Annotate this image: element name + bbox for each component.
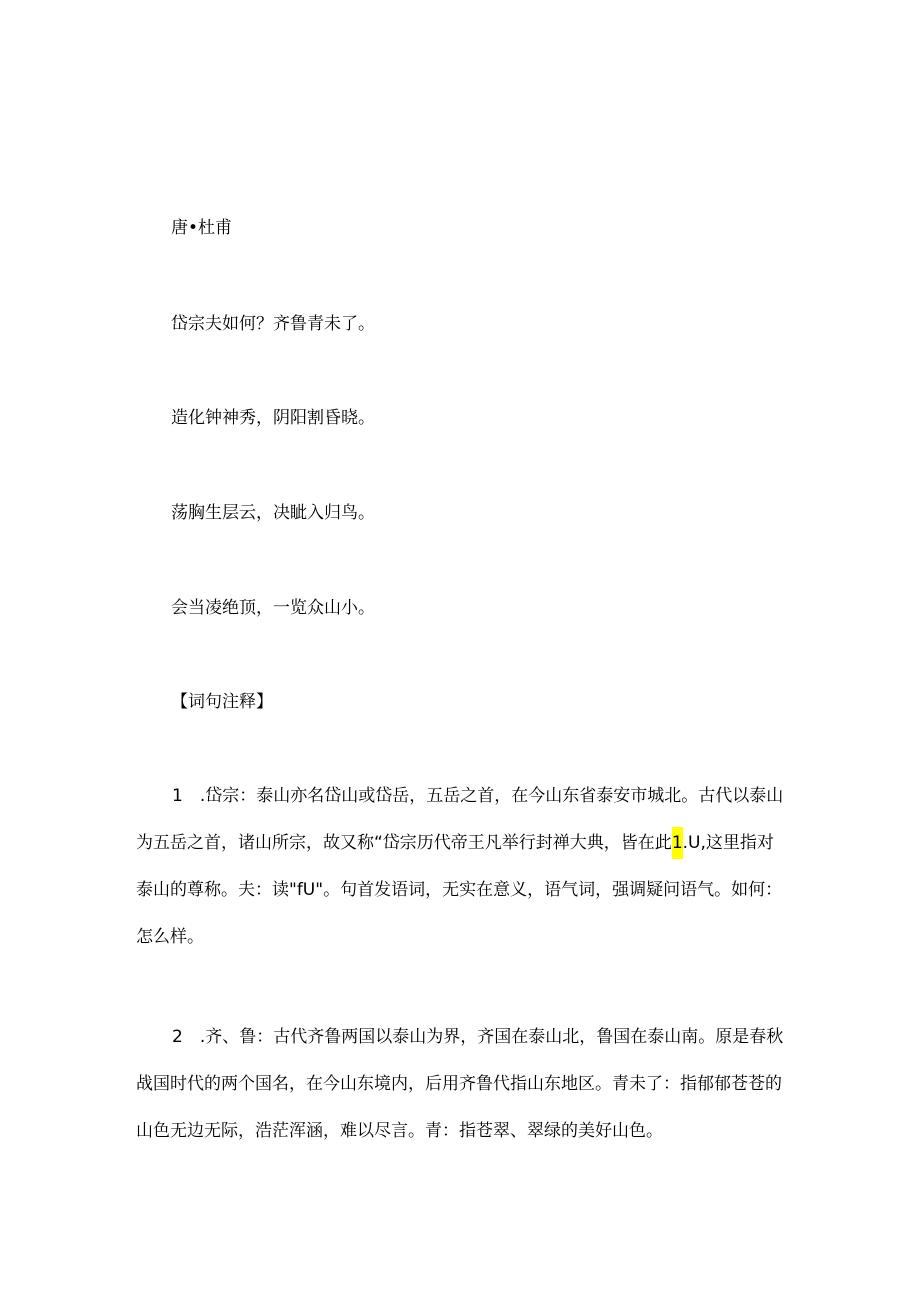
- note-1: [136, 773, 786, 961]
- note-2-row-2: 战国时代的两个国名，在今山东境内，后用齐鲁代指山东地区。青未了：指郁郁苍苍的: [136, 1074, 782, 1094]
- poem-author: 唐•杜甫: [171, 218, 233, 238]
- poem-line-2: 造化钟神秀，阴阳割昏晓。: [171, 408, 375, 428]
- note-1-row-3: 泰山的尊称。夫：读"fU"。句首发语词，无实在意义，语气词，强调疑问语气。如何：: [136, 880, 783, 900]
- note-1-row-2: [136, 820, 786, 867]
- poem-line-4: 会当凌绝顶，一览众山小。: [171, 598, 375, 618]
- poem-line-1: 岱宗夫如何？齐鲁青未了。: [171, 314, 375, 334]
- note-2-row-3: 山色无边无际，浩茫浑涵，难以尽言。青：指苍翠、翠绿的美好山色。: [136, 1121, 663, 1141]
- note-1-row-1: 1 .岱宗：泰山亦名岱山或岱岳，五岳之首，在今山东省泰安市城北。古代以泰山: [172, 786, 784, 806]
- note-1-row-2-rest: .U,这里指对: [682, 833, 774, 853]
- highlighted-text: 1: [672, 827, 683, 859]
- note-1-row-2-text: 为五岳之首，诸山所宗，故又称“岱宗历代帝王凡举行封禅大典，皆在此: [136, 833, 672, 853]
- poem-line-3: 荡胸生层云，决眦入归鸟。: [171, 503, 375, 523]
- note-2: [136, 1014, 786, 1155]
- note-2-row-1: 2 .齐、鲁：古代齐鲁两国以泰山为界，齐国在泰山北，鲁国在泰山南。原是春秋: [172, 1027, 784, 1047]
- note-1-row-4: 怎么样。: [136, 927, 204, 947]
- notes-heading: 【词句注释】: [171, 692, 273, 712]
